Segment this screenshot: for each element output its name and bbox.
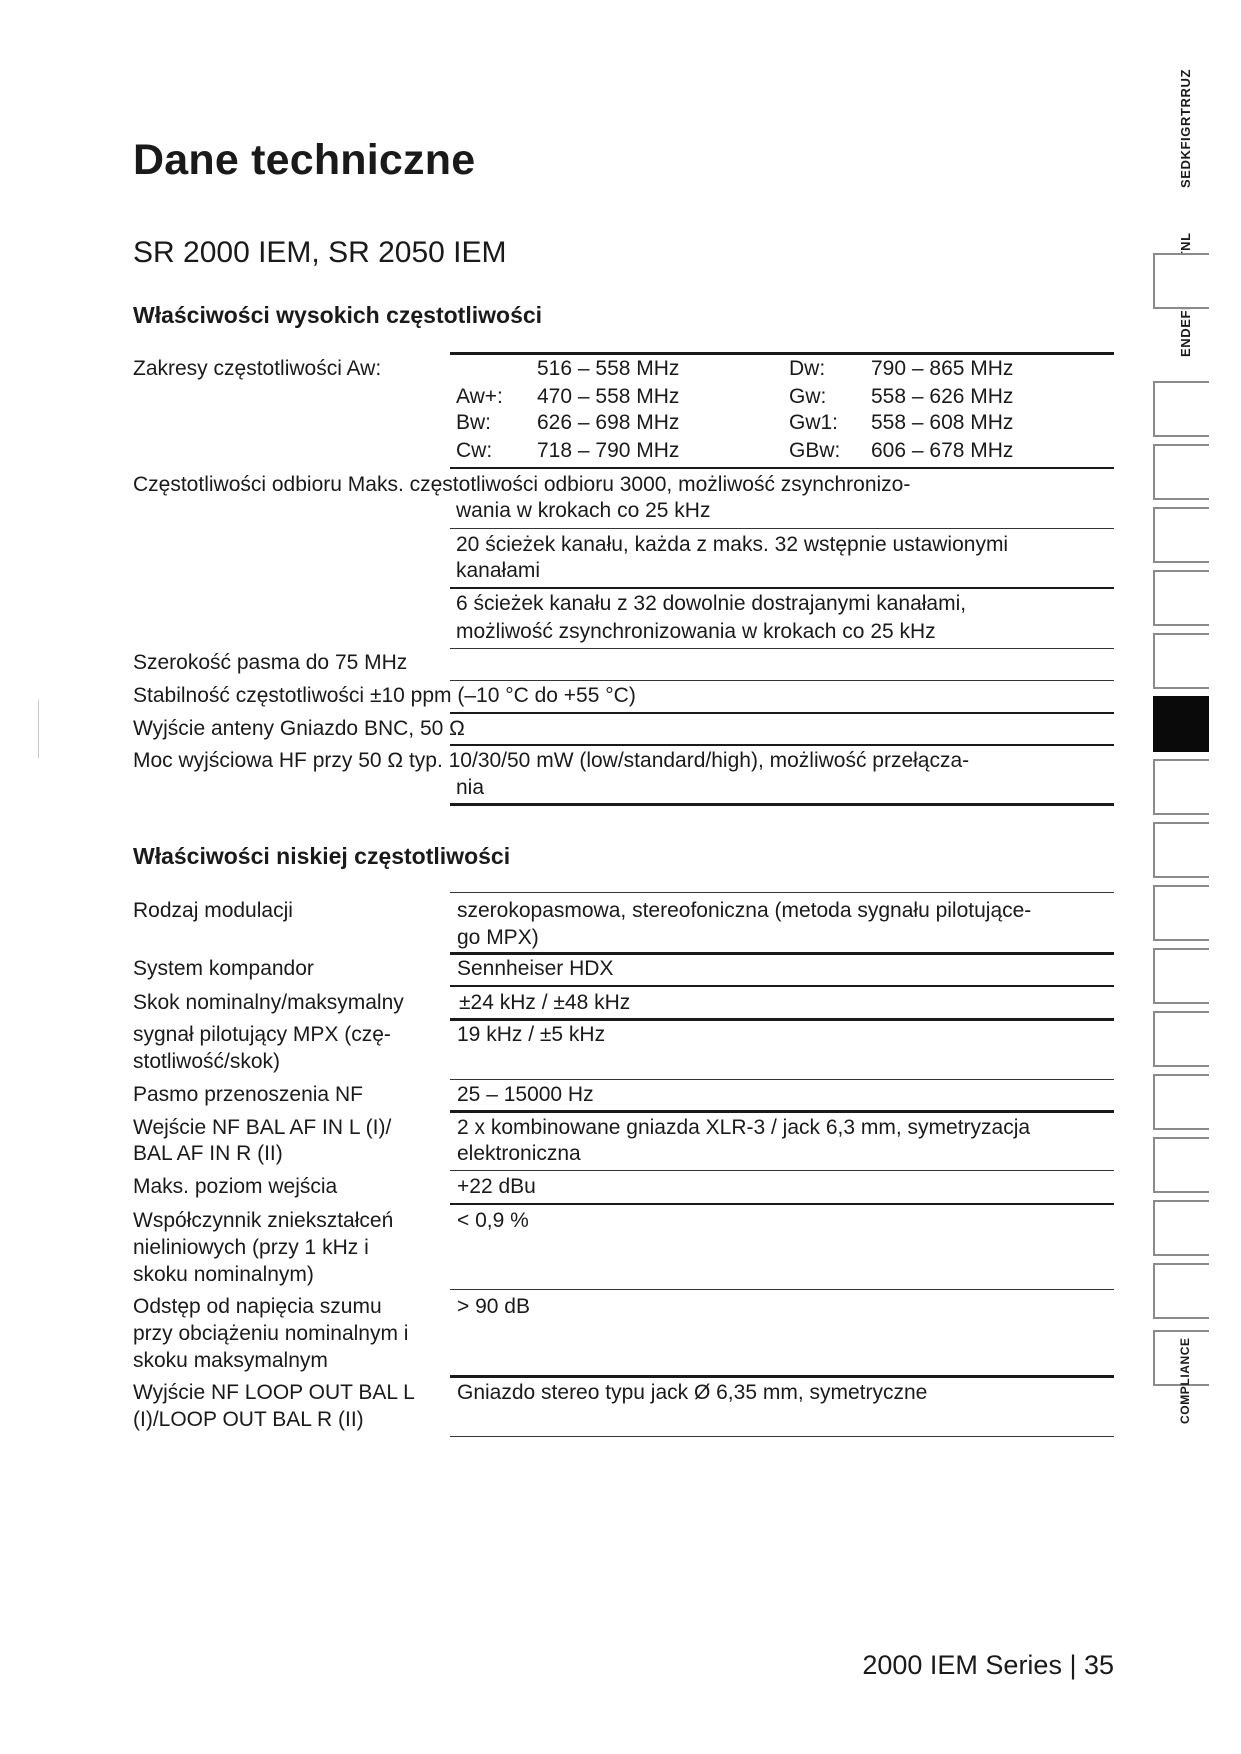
power-value-line2: nia	[456, 776, 485, 799]
divider	[450, 892, 1114, 893]
freq-code: GBw:	[789, 439, 841, 462]
freq-code: Dw:	[789, 357, 826, 380]
divider	[450, 1079, 1114, 1080]
freq-value: 516 – 558 MHz	[537, 357, 680, 380]
divider	[450, 1436, 1114, 1437]
divider	[450, 1375, 1114, 1378]
lf-section-heading: Właściwości niskiej częstotliwości	[133, 843, 511, 869]
tab-active[interactable]	[1153, 696, 1209, 752]
tab[interactable]	[1153, 1137, 1209, 1193]
hf-section-heading: Właściwości wysokich częstotliwości	[133, 302, 543, 328]
lf-value: 19 kHz / ±5 kHz	[457, 1023, 606, 1046]
divider	[450, 744, 1114, 746]
tab[interactable]	[1153, 1011, 1209, 1067]
lf-value: szerokopasmowa, stereofoniczna (metoda sygnału pilotujące-	[457, 899, 1032, 922]
lf-label: skoku maksymalnym	[133, 1349, 328, 1372]
divider	[450, 648, 1114, 649]
stability-row	[133, 683, 636, 709]
lf-label: Skok nominalny/maksymalny	[133, 991, 404, 1014]
rx-row	[133, 472, 910, 498]
divider	[450, 528, 1114, 529]
lf-value: Gniazdo stereo typu jack Ø 6,35 mm, symetryczne	[457, 1381, 928, 1404]
tab[interactable]	[1153, 885, 1209, 941]
lf-label: BAL AF IN R (II)	[133, 1142, 283, 1165]
language-tabs	[1153, 40, 1213, 1440]
rx-block2-line2: kanałami	[456, 559, 541, 582]
lf-value: 25 – 15000 Hz	[457, 1083, 594, 1106]
lf-value: +22 dBu	[457, 1175, 536, 1198]
divider	[450, 1018, 1114, 1021]
lf-value: go MPX)	[457, 926, 539, 949]
lf-label: Współczynnik zniekształceń	[133, 1209, 394, 1232]
page-footer: 2000 IEM Series | 35	[862, 1650, 1114, 1680]
divider	[450, 1170, 1114, 1171]
tab-label-compliance: COMPLIANCE	[1178, 1337, 1192, 1424]
tab[interactable]	[1153, 1263, 1209, 1319]
divider	[450, 803, 1114, 806]
rx-block3-line2: możliwość zsynchronizowania w krokach co 25 kHz	[456, 620, 936, 643]
margin-mark	[38, 700, 39, 758]
lf-value: elektroniczna	[457, 1142, 581, 1165]
freq-ranges-label: Zakresy częstotliwości Aw:	[133, 357, 382, 380]
lf-label: Maks. poziom wejścia	[133, 1175, 338, 1198]
rx-label: Częstotliwości odbioru	[133, 473, 342, 496]
lf-label: (I)/LOOP OUT BAL R (II)	[133, 1408, 364, 1431]
freq-value: 606 – 678 MHz	[871, 439, 1014, 462]
lf-label: Odstęp od napięcia szumu	[133, 1295, 382, 1318]
rx-block3-line1: 6 ścieżek kanału z 32 dowolnie dostrajanymi kanałami,	[456, 592, 967, 615]
lf-label: skoku nominalnym)	[133, 1263, 314, 1286]
freq-code: Gw:	[789, 385, 827, 408]
divider	[450, 587, 1114, 589]
divider	[450, 1203, 1114, 1205]
freq-code: Aw+:	[456, 385, 503, 408]
model-title: SR 2000 IEM, SR 2050 IEM	[133, 236, 507, 269]
power-value-line1: typ. 10/30/50 mW (low/standard/high), możliwość przełącza-	[408, 749, 970, 772]
tab-label-top: SEDKFIGRTRRUZ	[1178, 68, 1193, 188]
bandwidth-label: Szerokość pasma	[133, 651, 300, 674]
power-label: Moc wyjściowa HF przy 50 Ω	[133, 749, 404, 772]
divider	[450, 1289, 1114, 1290]
divider	[450, 467, 1114, 469]
rx-block2-line1: 20 ścieżek kanału, każda z maks. 32 wstępnie ustawionymi	[456, 533, 1009, 556]
divider	[450, 985, 1114, 987]
lf-label: Wejście NF BAL AF IN L (I)/	[133, 1116, 392, 1139]
freq-code: Bw:	[456, 411, 492, 434]
tab[interactable]	[1153, 570, 1209, 626]
bandwidth-row	[133, 650, 407, 676]
lf-label: nieliniowych (przy 1 kHz i	[133, 1236, 369, 1259]
freq-code: Gw1:	[789, 411, 839, 434]
lf-value: < 0,9 %	[457, 1209, 529, 1232]
lf-value: ±24 kHz / ±48 kHz	[459, 991, 631, 1014]
rx-value-line2: wania w krokach co 25 kHz	[456, 499, 711, 522]
lf-label: sygnał pilotujący MPX (czę-	[133, 1023, 391, 1046]
tab[interactable]	[1153, 507, 1209, 563]
freq-value: 470 – 558 MHz	[537, 385, 680, 408]
lf-label: stotliwość/skok)	[133, 1050, 281, 1073]
divider	[450, 1110, 1114, 1113]
antenna-label: Wyjście anteny	[133, 717, 275, 740]
stability-label: Stabilność częstotliwości	[133, 684, 365, 707]
tab[interactable]	[1153, 759, 1209, 815]
tab[interactable]	[1153, 444, 1209, 500]
lf-value: Sennheiser HDX	[457, 957, 614, 980]
lf-label: przy obciążeniu nominalnym i	[133, 1322, 409, 1345]
freq-value: 790 – 865 MHz	[871, 357, 1014, 380]
tab[interactable]	[1153, 948, 1209, 1004]
freq-code: Cw:	[456, 439, 493, 462]
lf-label: Wyjście NF LOOP OUT BAL L	[133, 1381, 415, 1404]
rx-value-line1: Maks. częstotliwości odbioru 3000, możliwość zsynchronizo-	[347, 473, 911, 496]
antenna-value: Gniazdo BNC, 50 Ω	[279, 717, 465, 740]
lf-label: Pasmo przenoszenia NF	[133, 1083, 363, 1106]
divider	[450, 712, 1114, 714]
divider	[450, 952, 1114, 955]
tab[interactable]	[1153, 1074, 1209, 1130]
lf-value: 2 x kombinowane gniazda XLR-3 / jack 6,3 mm, symetryzacja	[457, 1116, 1031, 1139]
tab[interactable]	[1153, 822, 1209, 878]
bandwidth-value: do 75 MHz	[305, 651, 408, 674]
freq-value: 558 – 626 MHz	[871, 385, 1014, 408]
freq-value: 718 – 790 MHz	[537, 439, 680, 462]
lf-label: System kompandor	[133, 957, 314, 980]
tab[interactable]	[1153, 253, 1209, 309]
tab[interactable]	[1153, 381, 1209, 437]
lf-value: > 90 dB	[457, 1295, 530, 1318]
divider	[450, 352, 1114, 355]
tab[interactable]	[1153, 633, 1209, 689]
lf-label: Rodzaj modulacji	[133, 899, 293, 922]
stability-value: ±10 ppm (–10 °C do +55 °C)	[369, 684, 636, 707]
page-title: Dane techniczne	[133, 136, 476, 184]
divider	[450, 680, 1114, 681]
antenna-row	[133, 716, 465, 742]
freq-value: 558 – 608 MHz	[871, 411, 1014, 434]
tab[interactable]	[1153, 1200, 1209, 1256]
freq-value: 626 – 698 MHz	[537, 411, 680, 434]
power-row	[133, 748, 969, 774]
